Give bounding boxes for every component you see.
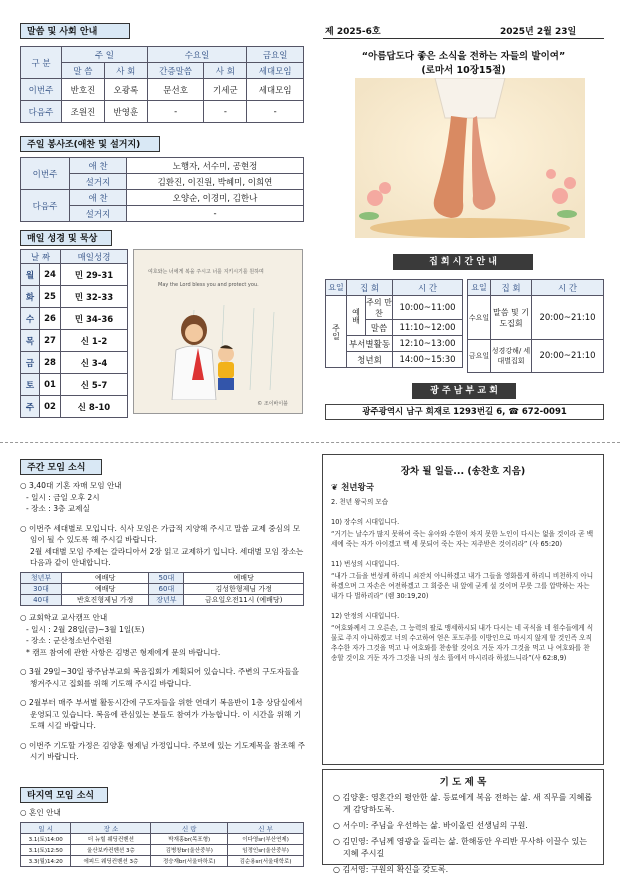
daily-date: 25	[40, 286, 61, 308]
news-detail: - 장소 : 군산청소년수련원	[26, 636, 112, 645]
schedule-time: 11:10~12:00	[393, 320, 463, 336]
daily-date: 26	[40, 308, 61, 330]
speakers-cell: 문선호	[147, 79, 204, 101]
news-detail: - 장소 : 3층 교제실	[26, 504, 90, 513]
volunteers-names: 오양순, 이경미, 김한나	[127, 190, 304, 206]
wedding-cell: 임정인sr(울산중부)	[228, 845, 304, 856]
speakers-h-mc: 사 회	[104, 63, 147, 79]
speakers-h-gubun: 구 분	[21, 47, 62, 79]
volunteers-label: 설거지	[70, 206, 127, 222]
schedule-table-weekday	[467, 279, 604, 373]
schedule-wed: 수요일	[468, 296, 491, 340]
speakers-h-wed: 수요일	[147, 47, 247, 63]
wedding-cell: 3.1(토)14:00	[21, 834, 71, 845]
speakers-h-fmeet: 세대모임	[247, 63, 304, 79]
header-rule	[323, 38, 604, 39]
daily-weekday: 화	[21, 286, 40, 308]
schedule-time: 20:00~21:10	[532, 340, 604, 373]
wedding-cell: 김병창br(울산중부)	[151, 845, 228, 856]
speakers-row-label: 다음주	[21, 101, 62, 123]
daily-bible: 민 34-36	[61, 308, 128, 330]
daily-bible: 신 3-4	[61, 352, 128, 374]
essay-point: “여호와께서 그 오른손, 그 능력의 팔로 맹세하시되 내가 다시는 네 곡식을 네 원수들에게 식물로 주지 아니하겠고 너의 수고하여 얻은 포도주를 이방인으로 마시지 않게 할 것인즉 오직 추수한 자가 그것을 먹고 나 여호와를 찬송할 것이요 거둔 자가 그것을 먹고 나 여호와를 찬송할 것이요 거둔 자가 그것을 나의 성소 뜰에서 마시리라 하셨느니라”(사 62:8,9)	[331, 624, 594, 662]
speakers-title: 말씀 및 사회 안내	[20, 23, 130, 39]
prayer-title: 기 도 제 목	[439, 777, 487, 788]
news-detail: * 캠프 참여에 관한 사항은 김병곤 형제에게 문의 바랍니다.	[26, 647, 221, 657]
speakers-cell: 반영훈	[104, 101, 147, 123]
schedule-time: 10:00~11:00	[393, 296, 463, 320]
prayer-box	[322, 769, 604, 874]
essay-point: “내가 그들을 번성케 하리니 쇠잔치 아니하겠고 내가 그들을 영화롭게 하리니 비천하지 아니하겠으며 그 자손은 여전하겠고 그 회중은 내 앞에 굳게 설 것이며 무릇 그를 압박하는 자는 내가 다 벌하리라” (렘 30:19,20)	[331, 572, 594, 600]
volunteers-table	[20, 157, 304, 222]
volunteers-title: 주일 봉사조(애찬 및 설거지)	[20, 136, 160, 152]
schedule-h-time: 시 간	[393, 280, 463, 296]
speakers-cell: -	[147, 101, 204, 123]
devotional-illustration	[133, 249, 303, 414]
news-item: ○ 3,40대 기혼 자매 모임 안내	[20, 481, 122, 490]
illustration-credit: © 조이바이블	[257, 401, 288, 407]
daily-date: 01	[40, 374, 61, 396]
schedule-h-meet: 집 회	[347, 280, 393, 296]
daily-bible: 신 1-2	[61, 330, 128, 352]
gen-cell: 예배당	[62, 573, 149, 584]
daily-table	[20, 249, 128, 418]
volunteers-names: -	[127, 206, 304, 222]
prayer-item: ○ 김서영: 구원의 확신을 갖도록.	[333, 865, 449, 874]
church-name: 광 주 남 부 교 회	[412, 383, 516, 399]
daily-date: 02	[40, 396, 61, 418]
schedule-name: 부서별활동	[347, 336, 393, 352]
illustration-text-ko: 여호와는 너에게 복을 주시고 너를 지키시기를 원하며	[148, 269, 264, 275]
wedding-cell: 이다영sr(부산연제)	[228, 834, 304, 845]
volunteers-week: 다음주	[21, 190, 70, 222]
volunteers-label: 애 찬	[70, 158, 127, 174]
wedding-title: ○ 혼인 안내	[20, 808, 61, 817]
wedding-cell: 박재홍br(목포형)	[151, 834, 228, 845]
gen-cell: 금요일오전11시 (예배당)	[184, 595, 304, 606]
essay-point-title: 10) 장수의 시대입니다.	[331, 518, 400, 526]
news-item: ○ 교회학교 교사캠프 안내	[20, 613, 108, 622]
news-item: ○ 이번주 기도할 가정은 김양훈 형제님 가정입니다. 주보에 있는 기도제목을 참조해 주시기 바랍니다.	[20, 740, 305, 761]
daily-weekday: 토	[21, 374, 40, 396]
daily-date: 27	[40, 330, 61, 352]
schedule-table-sunday	[325, 279, 463, 368]
volunteers-names: 김환진, 이진원, 박혜미, 이희연	[127, 174, 304, 190]
daily-bible: 신 5-7	[61, 374, 128, 396]
speakers-h-fri: 금요일	[247, 47, 304, 63]
issue-date: 2025년 2월 23일	[500, 27, 577, 37]
schedule-h-meet: 집 회	[491, 280, 532, 296]
speakers-cell: 세대모임	[247, 79, 304, 101]
speakers-cell: -	[204, 101, 247, 123]
daily-date: 24	[40, 264, 61, 286]
wedding-h: 신 부	[228, 823, 304, 834]
verse-line1: “아름답도다 좋은 소식을 전하는 자들의 발이여”	[361, 51, 566, 62]
verse-line2: (로마서 10장15절)	[421, 65, 506, 76]
issue-number: 제 2025-6호	[325, 27, 381, 37]
gen-cell: 30대	[21, 584, 62, 595]
prayer-item: ○ 김양훈: 영혼간의 평안한 삶. 등료에게 복음 전하는 삶. 새 직무를 지혜롭게 감당하도록.	[333, 793, 593, 814]
gen-cell: 청년부	[21, 573, 62, 584]
prayer-item: ○ 김민영: 주님께 영광을 돌리는 삶. 한해동안 우리반 무사하 이끌수 있는 지혜 주시길	[333, 837, 588, 858]
essay-sub: 2. 천년 왕국의 모습	[331, 498, 389, 506]
wedding-cell: 김순용sr(서울대학로)	[228, 856, 304, 867]
daily-h-bible: 매일성경	[61, 250, 128, 264]
volunteers-label: 애 찬	[70, 190, 127, 206]
essay-point: “거기는 날수가 많지 못하여 죽는 유아와 수한이 차지 못한 노인이 다시는 없을 것이라 곧 백 세에 죽는 자가 아이겠고 백 세 못되어 죽는 자는 저주받은 것이리라” (사 65:20)	[331, 530, 594, 548]
prayer-item: ○ 서수미: 주님을 우선하는 삶. 바이올린 선생님의 구원.	[333, 821, 528, 830]
wedding-cell: 더 뉴힐 웨딩컨벤션	[71, 834, 151, 845]
generation-meeting-table	[20, 572, 304, 606]
speakers-h-sunday: 주 일	[62, 47, 148, 63]
speakers-cell: 반호진	[62, 79, 105, 101]
gen-cell: 장년부	[149, 595, 184, 606]
wedding-cell: 3.1(토)12:50	[21, 845, 71, 856]
schedule-fri: 금요일	[468, 340, 491, 373]
wedding-table	[20, 822, 304, 867]
schedule-time: 20:00~21:10	[532, 296, 604, 340]
page-divider	[0, 442, 620, 443]
daily-bible: 민 32-33	[61, 286, 128, 308]
essay-box	[322, 454, 604, 765]
daily-h-day: 날 짜	[21, 250, 61, 264]
other-region-title: 타지역 모임 소식	[20, 787, 108, 803]
daily-weekday: 월	[21, 264, 40, 286]
volunteers-week: 이번주	[21, 158, 70, 190]
daily-bible: 민 29-31	[61, 264, 128, 286]
news-item: ○ 이번주 세대별로 모입니다. 식사 모임은 가급적 지양해 주시고 말씀 교제 중심의 모임이 될 수 있도록 해 주시길 바랍니다.	[20, 523, 301, 544]
gen-cell: 60대	[149, 584, 184, 595]
schedule-h-day: 요일	[326, 280, 347, 296]
schedule-name: 말씀 및 기도집회	[491, 296, 532, 340]
daily-title: 매일 성경 및 묵상	[20, 230, 112, 246]
weekly-title: 주간 모임 소식	[20, 459, 102, 475]
schedule-name: 청년회	[347, 352, 393, 368]
schedule-name: 성경강해/ 세대별집회	[491, 340, 532, 373]
schedule-name: 말씀	[366, 320, 393, 336]
speakers-row-label: 이번주	[21, 79, 62, 101]
daily-weekday: 수	[21, 308, 40, 330]
speakers-h-word: 말 씀	[62, 63, 105, 79]
daily-date: 28	[40, 352, 61, 374]
schedule-sunday: 주일	[326, 296, 347, 368]
wedding-h: 장 소	[71, 823, 151, 834]
schedule-title: 집 회 시 간 안 내	[393, 254, 533, 270]
news-item: ○ 2월부터 매주 부서별 활동시간에 구도자들을 위한 연대기 복음반이 1층 상담실에서 운영되고 있습니다. 복음에 관심있는 분들도 참여가 가능합니다. 이 시간을 위해 기도해 시길 바랍니다.	[20, 698, 303, 730]
news-detail: - 일시 : 금일 오후 2시	[26, 492, 100, 502]
daily-weekday: 주	[21, 396, 40, 418]
speakers-cell: 기세군	[204, 79, 247, 101]
gen-cell: 반호진형제님 가정	[62, 595, 149, 606]
gen-cell: 50대	[149, 573, 184, 584]
gen-cell: 예배당	[184, 573, 304, 584]
schedule-time: 12:10~13:00	[393, 336, 463, 352]
wedding-cell: 울산보카컨벤션 3층	[71, 845, 151, 856]
wedding-cell: 에피드 웨딩컨벤션 3층	[71, 856, 151, 867]
essay-heading: ❦ 천년왕국	[331, 483, 374, 493]
feet-illustration	[355, 78, 585, 238]
gen-cell: 예배당	[62, 584, 149, 595]
gen-cell: 김성한형제님 가정	[184, 584, 304, 595]
news-detail: - 일시 : 2월 28일(금)~3월 1일(토)	[26, 624, 145, 634]
wedding-h: 일 시	[21, 823, 71, 834]
wedding-cell: 정승재br(서울마하로)	[151, 856, 228, 867]
daily-weekday: 금	[21, 352, 40, 374]
wedding-h: 신 랑	[151, 823, 228, 834]
schedule-h-day: 요일	[468, 280, 491, 296]
volunteers-names: 노행자, 서수미, 공현정	[127, 158, 304, 174]
illustration-text-en: May the Lord bless you and protect you.	[158, 282, 259, 288]
schedule-time: 14:00~15:30	[393, 352, 463, 368]
speakers-h-wmc: 사 회	[204, 63, 247, 79]
church-address: 광주광역시 남구 회재로 1293번길 6, ☎ 672-0091	[325, 404, 604, 420]
volunteers-label: 설거지	[70, 174, 127, 190]
speakers-cell: 조원진	[62, 101, 105, 123]
essay-point-title: 12) 안정의 시대입니다.	[331, 612, 400, 620]
daily-bible: 신 8-10	[61, 396, 128, 418]
speakers-cell: 오광록	[104, 79, 147, 101]
schedule-name: 주의 만찬	[366, 297, 392, 318]
speakers-cell: -	[247, 101, 304, 123]
wedding-cell: 3.3(월)14:20	[21, 856, 71, 867]
essay-title: 장차 될 일들... (송찬호 지음)	[400, 466, 526, 477]
speakers-table	[20, 46, 304, 123]
jesus-child-drawing	[134, 250, 302, 400]
schedule-h-time: 시 간	[532, 280, 604, 296]
news-detail: 2월 세대별 모임 주제는 갈라디아서 2장 읽고 교제하기 입니다. 세대별 모임 장소는 다음과 같이 안내합니다.	[30, 546, 304, 567]
schedule-worship: 예배	[347, 296, 366, 336]
news-item: ○ 3월 29일~30일 광주남부교회 복음집회가 계획되어 있습니다. 주변의 구도자들을 챙겨주시고 집회를 위해 기도해 주시길 바랍니다.	[20, 667, 299, 688]
daily-weekday: 목	[21, 330, 40, 352]
essay-point-title: 11) 번성의 시대입니다.	[331, 560, 400, 568]
gen-cell: 40대	[21, 595, 62, 606]
speakers-h-wword: 간증말씀	[147, 63, 204, 79]
